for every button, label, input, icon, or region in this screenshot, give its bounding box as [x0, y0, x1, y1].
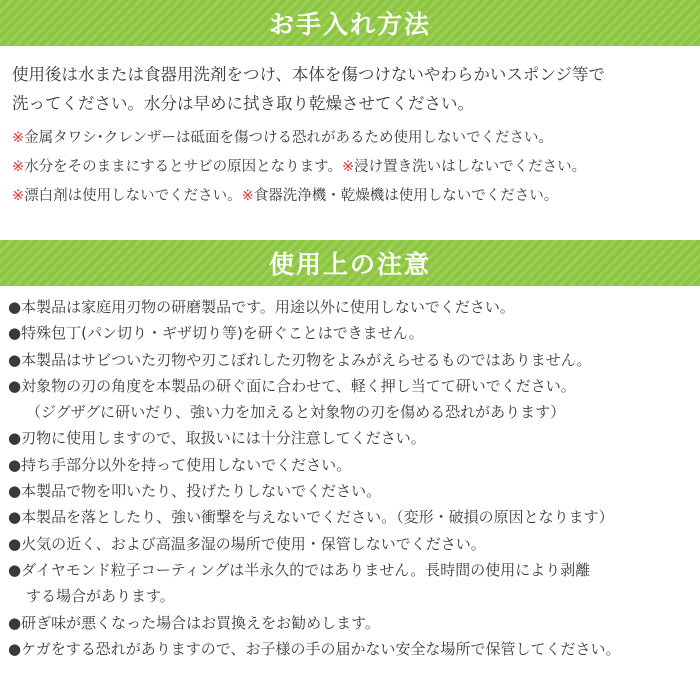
care-note-row: [12, 124, 692, 153]
caution-item: ●刃物に使用しますので、取扱いには十分注意してください。: [8, 429, 426, 448]
care-note-text: 食器洗浄機・乾燥機は使用しないでください。: [253, 188, 559, 204]
care-section-banner: [0, 0, 700, 46]
care-intro-line: 洗ってください。水分は早めに拭き取り乾燥させてください。: [12, 94, 474, 113]
caution-item: ●本製品は家庭用刃物の研磨製品です。用途以外に使用しないでください。: [8, 298, 515, 316]
usage-section-title: 使用上の注意: [268, 250, 431, 279]
care-intro-line: 使用後は水または食器用洗剤をつけ、本体を傷つけないやわらかいスポンジ等で: [12, 65, 605, 84]
care-note-row: [12, 182, 692, 211]
note-mark: ※: [241, 188, 254, 204]
note-mark: ※: [12, 159, 25, 175]
caution-item-continuation: （ジグザグに研いだり、強い力を加えると対象物の刃を傷める恐れがあります）: [26, 403, 566, 422]
caution-item: ●特殊包丁(パン切り・ギザ切り等)を研ぐことはできません。: [8, 324, 424, 343]
caution-item-continuation: する場合があります。: [26, 587, 175, 606]
care-note-text: 漂白剤は使用しないでください。: [24, 188, 242, 204]
note-mark: ※: [342, 159, 355, 175]
caution-item: ●本製品はサビついた刃物や刃こぼれした刃物をよみがえらせるものではありません。: [8, 350, 592, 369]
care-note-text: 水分をそのままにするとサビの原因となります。: [24, 159, 342, 175]
care-intro: [12, 60, 692, 118]
caution-item: ●ケガをする恐れがありますので、お子様の手の届かない安全な場所で保管してください。: [8, 639, 621, 658]
caution-item: ●持ち手部分以外を持って使用しないでください。: [8, 455, 352, 474]
care-note-text: 浸け置き洗いはしないでください。: [354, 159, 587, 175]
caution-item: ●ダイヤモンド粒子コーティングは半永久的ではありません。長時間の使用により剥離: [8, 560, 591, 579]
caution-item: ●火気の近く、および高温多湿の場所で使用・保管しないでください。: [8, 534, 486, 553]
caution-item: ●本製品で物を叩いたり、投げたりしないでください。: [8, 482, 382, 501]
care-note-text: 金属タワシ･クレンザーは砥面を傷つける恐れがあるため使用しないでください。: [24, 130, 554, 146]
care-section-title: お手入れ方法: [268, 10, 431, 39]
caution-item: ●研ぎ味が悪くなった場合はお買換えをお勧めします。: [8, 613, 380, 632]
care-note-row: [12, 153, 692, 182]
care-notes: [12, 124, 692, 211]
note-mark: ※: [12, 130, 25, 146]
note-mark: ※: [12, 188, 25, 204]
caution-item: ●対象物の刃の角度を本製品の研ぐ面に合わせて、軽く押し当てて研いでください。: [8, 376, 576, 395]
usage-caution-list: [8, 294, 696, 662]
usage-section-banner: [0, 240, 700, 286]
caution-item: ●本製品を落としたり、強い衝撃を与えないでください。（変形・破損の原因となります）: [8, 508, 614, 527]
